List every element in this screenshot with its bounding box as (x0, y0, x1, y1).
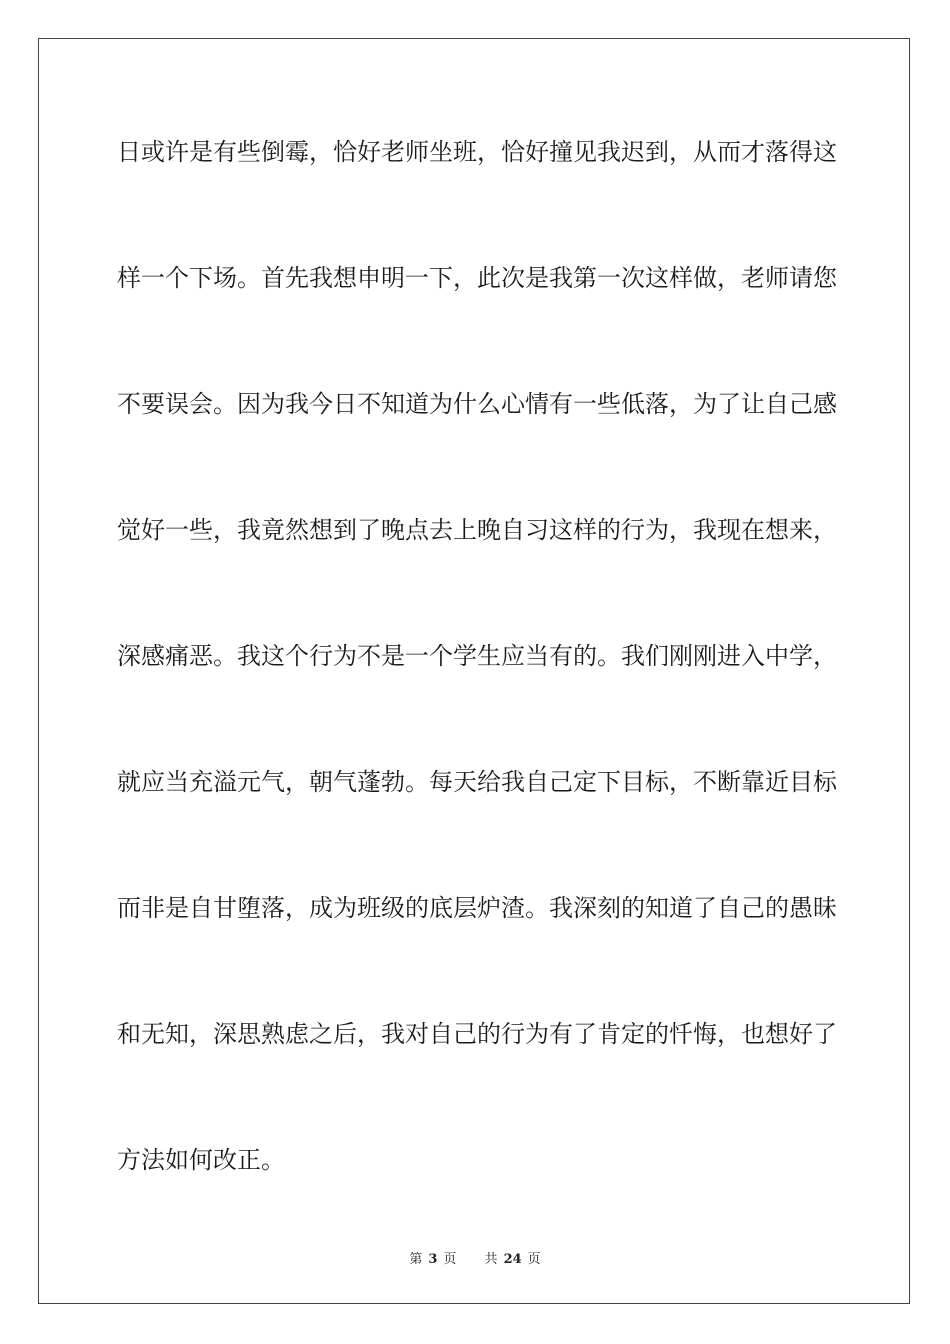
page-prefix: 第 (409, 1252, 423, 1267)
text-line-2: 样一个下场。首先我想申明一下，此次是我第一次这样做，老师请您 (117, 264, 837, 292)
total-suffix: 页 (527, 1252, 541, 1267)
page-suffix: 页 (443, 1252, 457, 1267)
text-line-8: 和无知，深思熟虑之后，我对自己的行为有了肯定的忏悔，也想好了 (117, 1020, 837, 1048)
page-footer (0, 1248, 950, 1267)
page-number: 3 (428, 1252, 438, 1267)
text-line-4: 觉好一些，我竟然想到了晚点去上晚自习这样的行为，我现在想来， (117, 516, 837, 544)
document-body (117, 126, 837, 1260)
text-line-7: 而非是自甘堕落，成为班级的底层炉渣。我深刻的知道了自己的愚昧 (117, 894, 837, 922)
text-line-6: 就应当充溢元气，朝气蓬勃。每天给我自己定下目标，不断靠近目标 (117, 768, 837, 796)
page-indicator (403, 1252, 462, 1267)
text-line-3: 不要误会。因为我今日不知道为什么心情有一些低落，为了让自己感 (117, 390, 837, 418)
total-indicator (479, 1252, 547, 1267)
total-prefix: 共 (484, 1252, 498, 1267)
total-pages: 24 (503, 1252, 522, 1267)
text-line-9: 方法如何改正。 (117, 1146, 285, 1174)
text-line-1: 日或许是有些倒霉，恰好老师坐班，恰好撞见我迟到，从而才落得这 (117, 138, 837, 166)
text-line-5: 深感痛恶。我这个行为不是一个学生应当有的。我们刚刚进入中学， (117, 642, 837, 670)
